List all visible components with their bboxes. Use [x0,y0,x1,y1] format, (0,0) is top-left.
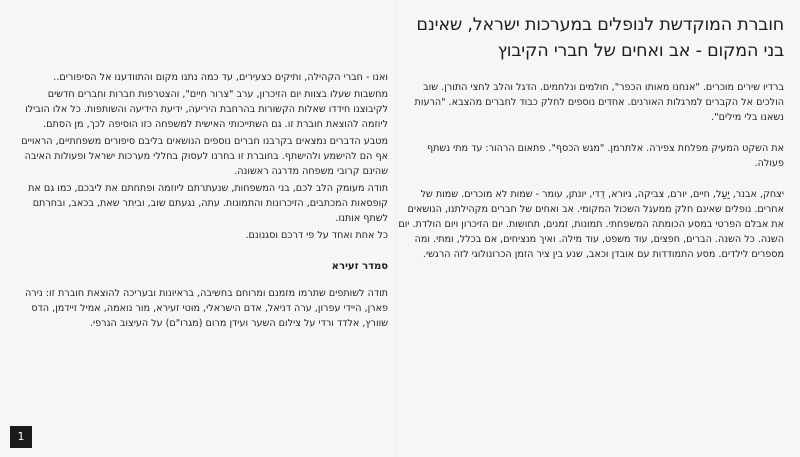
community-paragraph: ואנו - חברי הקהילה, ותיקים כצעירים, עד כמה נתנו מקום והתוודענו אל הסיפורים.. [53,72,388,83]
page-number: 1 [10,426,32,448]
initiative-paragraph: מחשבות שעלו בצוות יום הזיכרון, ערב "צרור חיים", והצטרפות חברות וחברים חדשים לקיבוצנו חידדו שאלות הקשורות בהרחבת היריעה, ידיעת הידיעה והשותפות. כל אלו הובילו ליוזמה להוצאת חוברת זו. גם השתייכותי האישית למשפחה כזו הוסיפה לכך, מן הסתם. [25,89,388,130]
thanks-paragraph: תודה לשותפים שתרמו מזמנם ומרוחם בחשיבה, בראיונות ובעריכה להוצאת חוברת זו: נירה פארן, היידי עפרון, ערה דניאל, אדם הישראלי, מוטי זעירא, מור נואמה, אמיל זיידמן, הדס שוורץ, אלדד ורדי על צילום השער ועידן מרום (מגרו"ם) על העיצוב הגרפי. [25,288,388,329]
left-page [18,70,388,333]
intro-paragraph: ברדיו שירים מוכרים. "אנחנו מאותו הכפר", חולמים ונלחמים. הדגל והלב לחצי התורן. שוב הולכים אל הקברים למרגלות האורנים. אחדים נוספים לחלק כבוד לחברים מהצבא. "הרעות נשאנו בלי מילים". [414,82,784,123]
names-paragraph: יצחק, אבנר, יַעַל, חיים, יורם, צביקה, גיורא, דֻדי, יונתן, עומר - שמות לא מוכרים. שמות של אחרים. נופלים שאינם חלק ממעגל השכול המקומי. אב ואחים של חברים מקהילתנו, הנושאים את אבלם הפרטי במסע הכומתה המשפחתי. תמונות, זמנים, תחושות. יום הזיכרון ויום הולדת. יום השנה. כל השנה. הברים, חפצים, עוד משפט, עוד מילה. ואיך מנציחים, אם בכלל, ומתי. ומה מספרים לילדים. מסע התמודדות עם אובדן וכאב, שנע בין ציר הזמן הכרונולוגי לזה הרגשי. [398,189,784,260]
page-title: חוברת המוקדשת לנופלים במערכות ישראל, שאינם בני המקום - אב ואחים של חברי הקיבוץ [416,15,784,61]
families-paragraph: מטבע הדברים נמצאים בקרבנו חברים נוספים הנושאים בליבם סיפורים משפחתיים, הראויים אף הם להישמע ולהישתף. בחוברת זו בחרנו לעסוק בחללי מערכות ישראל ופעולות האיבה שהינם קרובי משפחה מדרגה ראשונה. [21,136,388,177]
right-page [398,12,784,264]
author-signature: סמדר זעירא [331,261,388,272]
siren-paragraph: את השקט המעיק מפלחת צפירה. אלתרמן. "מגש הכסף". פתאום הרהור: עד מתי נשתף פעולה. [426,143,784,169]
gratitude-paragraph: תודה מעומק הלב לכם, בני המשפחות, שנעתרתם ליוזמה ופתחתם את ליבכם, כמו גם את קופסאות המכתבים, הזיכרונות והתמונות. עתה, נגעתם שוב, וביתר שאת, בכאב, ובחרתם לשתף אותנו. [28,183,388,224]
closing-line: כל אחת ואחד על פי דרכם וסגנונם. [245,230,388,241]
